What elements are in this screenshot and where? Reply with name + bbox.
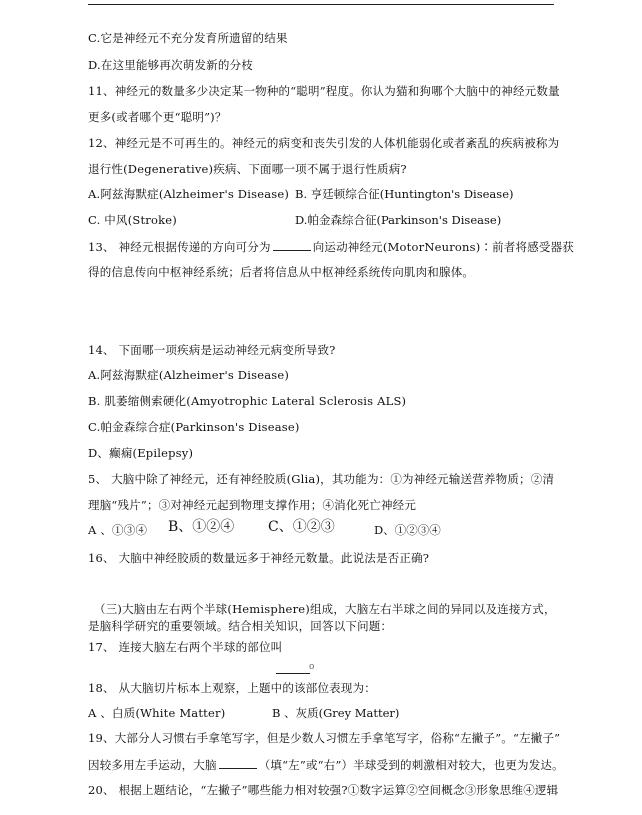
q15-option-b: B、①②④ bbox=[168, 519, 235, 535]
section-3-intro-line-2: 是脑科学研究的重要领域。结合相关知识，回答以下问题： bbox=[88, 619, 393, 633]
section-3-intro-line-1: （三)大脑由左右两个半球(Hemisphere)组成，大脑左右半球之间的异同以及连接方式， bbox=[94, 602, 556, 616]
end-mark: o bbox=[309, 662, 315, 672]
q15-option-a: A 、①③④ bbox=[88, 523, 148, 537]
question-13-text-after: 向运动神经元(MotorNeurons)∶前者将感受器获 bbox=[312, 240, 575, 254]
question-19-line-1: 19、大部分人习惯右手拿笔写字，但是少数人习惯左手拿笔写字，俗称“左撇子”。“左撇子” bbox=[88, 731, 561, 745]
question-19-text-before: 因较多用左手运动，大脑 bbox=[88, 758, 217, 772]
q18-option-a: A 、白质(White Matter) bbox=[88, 706, 226, 720]
q15-option-c: C、①②③ bbox=[268, 519, 335, 535]
q14-option-a: A.阿兹海默症(Alzheimer's Disease) bbox=[88, 368, 290, 382]
q14-option-d: D、癫痫(Epilepsy) bbox=[88, 446, 194, 460]
q12-option-c: C. 中风(Stroke) bbox=[88, 213, 177, 227]
question-12-line-2: 退行性(Degenerative)疾病、下面哪一项不属于退行性质病? bbox=[88, 162, 407, 176]
q12-option-b: B. 亨廷顿综合征(Huntington's Disease) bbox=[295, 187, 514, 201]
question-16: 16、 大脑中神经胶质的数量远多于神经元数量。此说法是否正确? bbox=[88, 551, 430, 565]
question-19-text-after: （填“左”或“右”）半球受到的刺激相对较大，也更为发达。 bbox=[258, 758, 564, 772]
question-17: 17、 连接大脑左右两个半球的部位叫 bbox=[88, 640, 283, 654]
answer-blank bbox=[219, 757, 257, 769]
q18-option-b: B 、灰质(Grey Matter) bbox=[272, 706, 400, 720]
question-15-line-1: 5、 大脑中除了神经元，还有神经胶质(Glia)，其功能为：①为神经元输送营养物质；②清 bbox=[88, 472, 555, 486]
question-15-line-2: 理脑“残片”；③对神经元起到物理支撑作用；④消化死亡神经元 bbox=[88, 498, 417, 512]
question-11-line-2: 更多(或者哪个更“聪明”)？ bbox=[88, 110, 227, 124]
question-12-line-1: 12、神经元是不可再生的。神经元的病变和丧失引发的人体机能弱化或者紊乱的疾病被称为 bbox=[88, 136, 560, 150]
answer-blank bbox=[276, 663, 310, 674]
option-c-line: C.它是神经元不充分发育所遗留的结果 bbox=[88, 31, 288, 45]
option-d-line: D.在这里能够再次萌发新的分枝 bbox=[88, 58, 253, 72]
q12-option-d: D.帕金森综合征(Parkinson's Disease) bbox=[295, 213, 502, 227]
top-rule bbox=[88, 4, 554, 5]
question-19-line-2 bbox=[88, 757, 564, 772]
question-11-line-1: 11、神经元的数量多少决定某一物种的“聪明”程度。你认为猫和狗哪个大脑中的神经元数量 bbox=[88, 84, 560, 98]
q14-option-b: B. 肌萎缩侧索硬化(Amyotrophic Lateral Sclerosis ALS) bbox=[88, 394, 407, 408]
question-13-line-2: 得的信息传向中枢神经系统；后者将信息从中枢神经系统传向肌肉和腺体。 bbox=[88, 265, 475, 279]
question-14: 14、 下面哪一项疾病是运动神经元病变所导致? bbox=[88, 343, 336, 357]
q14-option-c: C.帕金森综合症(Parkinson's Disease) bbox=[88, 420, 300, 434]
question-20: 20、 根据上题结论，“左撇子”哪些能力相对较强?①数字运算②空间概念③形象思维④逻辑 bbox=[88, 783, 559, 797]
q12-option-a: A.阿兹海默症(Alzheimer's Disease) bbox=[88, 187, 290, 201]
question-13-text-before: 13、 神经元根据传递的方向可分为 bbox=[88, 240, 271, 254]
question-13-line-1 bbox=[88, 239, 574, 254]
question-18: 18、 从大脑切片标本上观察，上题中的该部位表现为： bbox=[88, 681, 376, 695]
q15-option-d: D、①②③④ bbox=[374, 523, 441, 537]
answer-blank bbox=[273, 239, 311, 251]
